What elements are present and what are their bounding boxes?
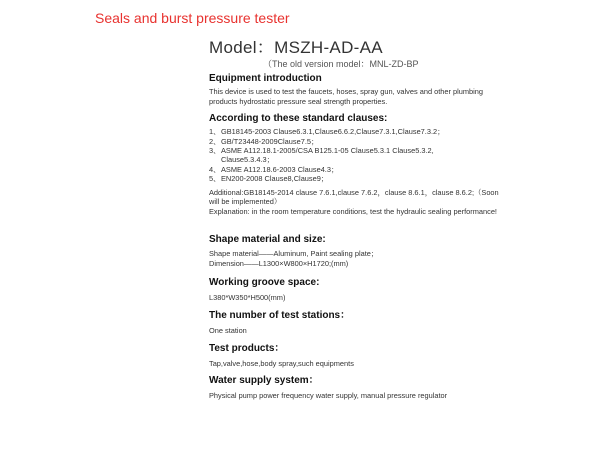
products-text: Tap,valve,hose,body spray,such equipments bbox=[209, 358, 354, 368]
explanation-text: Explanation: in the room temperature conditions, test the hydraulic sealing performance! bbox=[209, 206, 497, 216]
water-text: Physical pump power frequency water supply, manual pressure regulator bbox=[209, 391, 448, 401]
shape-dimension: Dimension——L1300×W800×H1720;(mm) bbox=[209, 259, 349, 268]
stations-heading: The number of test stations： bbox=[209, 310, 351, 322]
additional-clauses: Additional:GB18145-2014 clause 7.6.1,clause 7.6.2，clause 8.6.1，clause 8.6.2;（Soon will be implemented） bbox=[209, 187, 499, 207]
shape-material: Shape material——Aluminum, Paint sealing plate； bbox=[209, 249, 379, 259]
equipment-intro-text: This device is used to test the faucets, hoses, spray gun, valves and other plumbing products hydrostatic pressure seal strength properties. bbox=[209, 87, 484, 106]
list-item: 2、GB/T23448-2009Clause7.5； bbox=[209, 136, 319, 146]
page-title: Seals and burst pressure tester bbox=[95, 10, 290, 26]
list-item: 4、ASME A112.18.6-2003 Clause4.3； bbox=[209, 164, 339, 174]
standards-list bbox=[209, 127, 509, 183]
list-item: 1、GB18145-2003 Clause6.3.1,Clause6.6.2,Clause7.3.1,Clause7.3.2； bbox=[209, 127, 445, 137]
equipment-intro-heading: Equipment introduction bbox=[209, 73, 322, 84]
list-item: 5、EN200-2008 Clause8,Clause9； bbox=[209, 174, 329, 184]
products-heading: Test products： bbox=[209, 342, 285, 354]
shape-heading: Shape material and size: bbox=[209, 234, 326, 246]
water-heading: Water supply system： bbox=[209, 375, 319, 387]
model-label: Model：MSZH-AD-AA bbox=[209, 38, 383, 57]
groove-text: L380*W350*H500(mm) bbox=[209, 292, 286, 302]
standards-heading: According to these standard clauses: bbox=[209, 113, 388, 125]
stations-text: One station bbox=[209, 326, 247, 336]
old-version-model: （The old version model：MNL-ZD-BP bbox=[263, 59, 419, 69]
spec-content bbox=[209, 38, 509, 401]
list-item: 3、ASME A112.18.1-2005/CSA B125.1-05 Clause5.3.1 Clause5.3.2, Clause5.3.4.3； bbox=[209, 146, 434, 165]
groove-heading: Working groove space: bbox=[209, 276, 320, 288]
